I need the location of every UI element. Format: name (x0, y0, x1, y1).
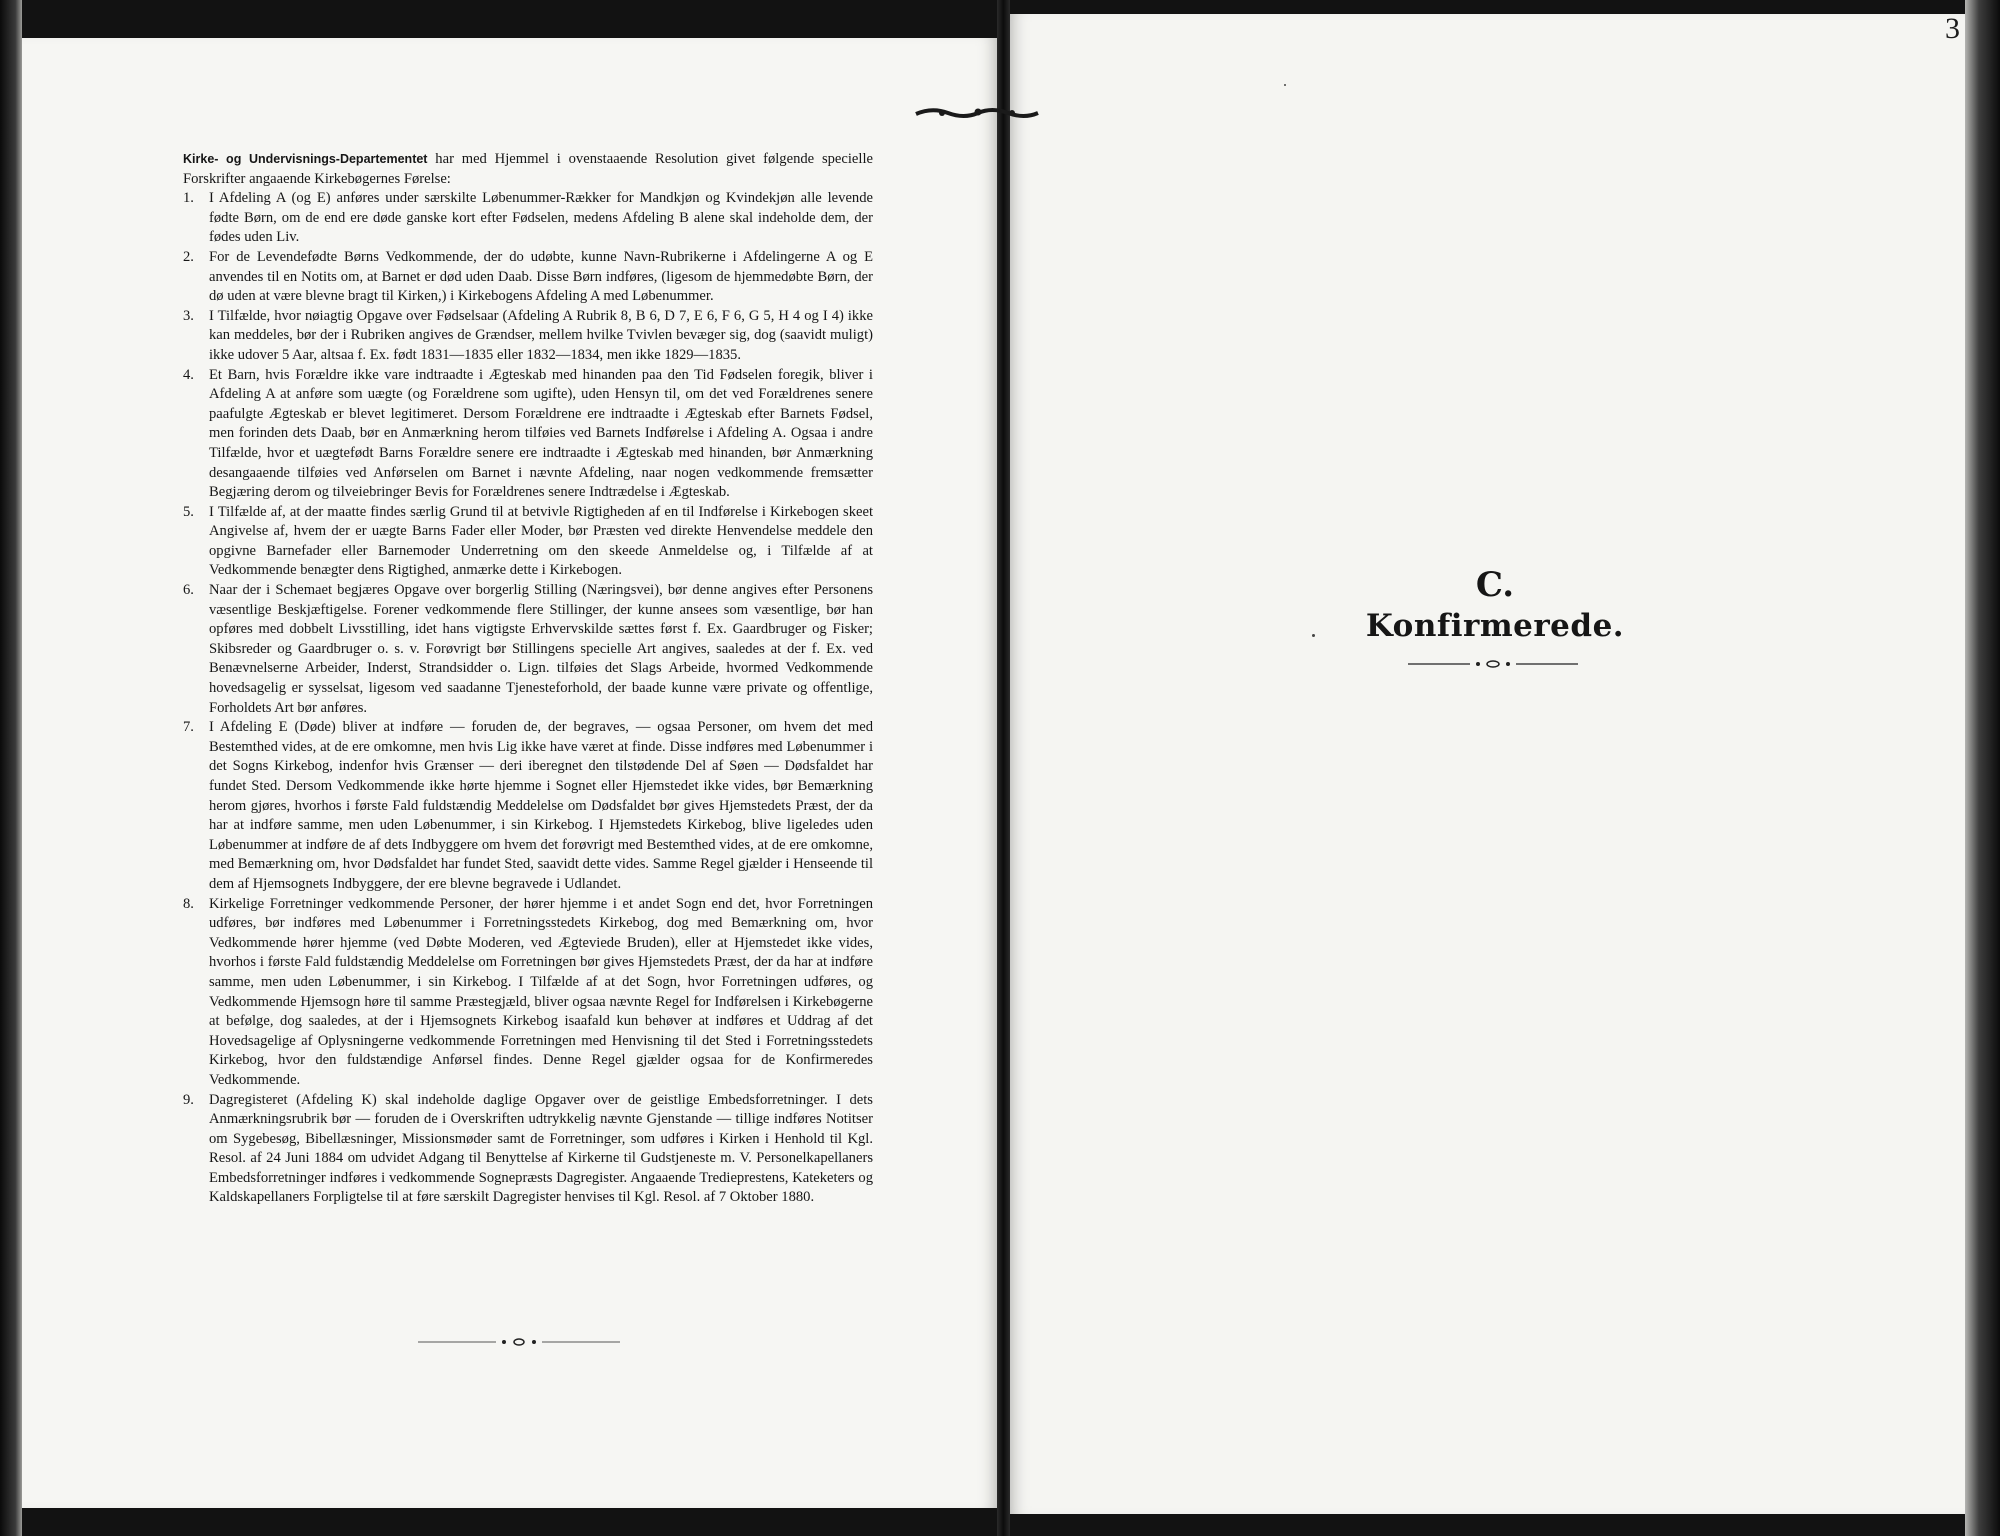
rule-text: I Tilfælde, hvor nøiagtig Opgave over Fødselsaar (Afdeling A Rubrik 8, B 6, D 7, E 6, F 6, G 5, H 4 og I 4) ikke kan meddeles, bør der i Rubriken angives de Grændser, mellem hvilke Tvivlen bevæger sig, dog (saavidt muligt) ikke udover 5 Aar, altsaa f. Ex. født 1831—1835 eller 1832—1834, men ikke 1829—1835. (209, 307, 873, 363)
rule-number: 4. (183, 366, 194, 383)
rule-item-7 (183, 718, 873, 894)
rule-item-6 (183, 581, 873, 718)
rule-number: 1. (183, 190, 194, 207)
right-book-edge (1965, 0, 2000, 1536)
intro-paragraph (183, 150, 873, 189)
rule-number: 2. (183, 248, 194, 265)
rule-item-8 (183, 895, 873, 1091)
rule-item-2 (183, 248, 873, 307)
rule-item-9 (183, 1091, 873, 1209)
rule-text: I Tilfælde af, at der maatte findes særlig Grund til at betvivle Rigtigheden af en til Indførelse i Kirkebogen skeet Angivelse af, hvem der er uægte Barns Fader eller Moder, bør Præsten ved direkte Henvendelse meddele den opgivne Barnefader eller Barnemoder Underretning om den skeede Anmeldelse og, i Tilfælde af at Vedkommende benægter dens Rigtighed, anmærke dette i Kirkebogen. (209, 503, 873, 579)
rule-text: Et Barn, hvis Forældre ikke vare indtraadte i Ægteskab med hinanden paa den Tid Fødselen foregik, bliver i Afdeling A at anføre som uægte (og Forældrene som ugifte), uden Hensyn til, om det ved Forældrenes senere paafulgte Ægteskab er blevet legitimeret. Dersom Forældrene ere indtraadte i Ægteskab efter Barnets Fødsel, men forinden dets Daab, bør en Anmærkning herom tilføies ved Barnets Indførelse i Afdeling A. Ogsaa i andre Tilfælde, hvor et uægtefødt Barns Forældre senere ere indtraadte i Ægteskab med hinanden, bør Anmærkning desangaaende tilføies ved Anførselen om Barnet i nævnte Afdeling, naar nogen vedkommende fremsætter Begjæring derom og tilveiebringer Bevis for Forældrenes senere Indtrædelse i Ægteskab. (209, 366, 873, 501)
rule-number: 3. (183, 307, 194, 324)
rule-number: 5. (183, 503, 194, 520)
rule-text: I Afdeling A (og E) anføres under særskilte Løbenummer-Rækker for Mandkjøn og Kvindekjøn alle levende fødte Børn, om de end ere døde ganske kort efter Fødselen, medens Afdeling B alene skal indeholde dem, der fødes uden Liv. (209, 190, 873, 246)
section-title: Konfirmerede. (1365, 608, 1625, 644)
rule-number: 7. (183, 719, 194, 736)
intro-text: har med Hjemmel i ovenstaaende Resolution givet følgende specielle Forskrifter angaaende Kirkebøgernes Førelse: (183, 151, 873, 187)
top-ornament (912, 106, 1042, 120)
rule-number: 8. (183, 895, 194, 912)
regulations-text (183, 150, 873, 1208)
right-page (1010, 14, 1965, 1514)
rule-text: I Afdeling E (Døde) bliver at indføre — foruden de, der begraves, — ogsaa Personer, om hvem det med Bestemthed vides, at de ere omkomne, men hvis Lig ikke have været at finde. Disse indføres med Løbenummer i det Sogns Kirkebog, indenfor hvis Grænser — deri iberegnet den tilstødende Del af Søen — Dødsfaldet har fundet Sted. Dersom Vedkommende ikke hørte hjemme i Sognet eller Hjemstedet ikke vides, bør Bemærkning herom gjøres, hvorhos i første Fald fuldstændig Meddelelse om Dødsfaldet bør gives Hjemstedets Præst, der da har at indføre samme, men uden Løbenummer, i sin Kirkebog. I Hjemstedets Kirkebog, blive ligeledes uden Løbenummer at indføre de af dets Indbyggere om hvem det forøvrigt med Bestemthed vides, at de ere omkomne, med Bemærkning om, hvor Dødsfaldet har fundet Sted, saavidt dette vides. Samme Regel gjælder i Henseende til dem af Hjemsognets Indbyggere, der ere blevne begravede i Udlandet. (209, 719, 873, 892)
paper-speck (1312, 634, 1315, 637)
rule-text: Dagregisteret (Afdeling K) skal indeholde daglige Opgaver over de geistlige Embedsforretninger. I dets Anmærkningsrubrik bør — foruden de i Overskriften udtrykkelig nævnte Gjenstande — tillige indføres Notitser om Sygebesøg, Bibellæsninger, Missionsmøder samt de Forretninger, som udføres i Kirken i Henhold til Kgl. Resol. af 24 Juni 1884 om udvidet Adgang til Benyttelse af Kirkerne til Gudstjeneste m. V. Personelkapellaners Embedsforretninger indføres i vedkommende Sognepræsts Dagregister. Angaaende Tredieprestens, Kateketers og Kaldskapellaners Forpligtelse til at føre særskilt Dagregister henvises til Kgl. Resol. af 7 Oktober 1880. (209, 1091, 873, 1206)
book-gutter (997, 0, 1010, 1536)
department-name: Kirke- og Undervisnings-Departementet (183, 152, 428, 166)
rule-item-5 (183, 503, 873, 581)
rule-item-3 (183, 307, 873, 366)
section-divider-ornament (1408, 659, 1578, 669)
rule-text: For de Levendefødte Børns Vedkommende, der do udøbte, kunne Navn-Rubrikerne i Afdelingerne A og E anvendes til en Notits om, at Barnet er død uden Daab. Disse Børn indføres, (ligesom de hjemmedøbte Børn, der dø uden at være blevne bragt til Kirken,) i Kirkebogens Afdeling A med Løbenummer. (209, 248, 873, 305)
paper-speck (1284, 84, 1286, 86)
rule-text: Kirkelige Forretninger vedkommende Personer, der hører hjemme i et andet Sogn end det, hvor Forretningen udføres, bør indføres med Løbenummer i Forretningsstedets Kirkebog, dog med Bemærkning om, hvor Vedkommende hører hjemme (ved Døbte Moderen, ved Ægteviede Bruden), eller at Hjemstedet ikke vides, hvorhos i første Fald fuldstændig Meddelelse om Forretningen bør gives Hjemstedets Præst, der da har at indføre samme, men uden Løbenummer, i sin Kirkebog. I Tilfælde af at det Sogn, hvor Forretningen udføres, og Vedkommende Hjemsogn høre til samme Præstegjæld, bliver ogsaa nævnte Regel for Indførelsen i Kirkebøgerne at befølge, dog saaledes, at der i Hjemsognets Kirkebog isaafald kun behøver at indføres et Uddrag af det Hovedsagelige af Oplysningerne vedkommende Forretningen med Henvisning til det Sted i Forretningsstedets Kirkebog, hvor den fuldstændige Anførsel findes. Denne Regel gjælder ogsaa for de Konfirmeredes Vedkommende. (209, 895, 873, 1088)
page-number: 3 (1945, 12, 1960, 45)
rule-number: 9. (183, 1091, 194, 1108)
left-book-edge (0, 0, 22, 1536)
rule-item-4 (183, 366, 873, 503)
rule-number: 6. (183, 582, 194, 599)
section-letter: C. (1475, 565, 1515, 605)
bottom-divider-ornament (418, 1336, 620, 1348)
rule-text: Naar der i Schemaet begjæres Opgave over borgerlig Stilling (Næringsvei), bør denne angives efter Personens væsentlige Beskjæftigelse. Forener vedkommende flere Stillinger, der kunne ansees som væsentlige, bør han opføres med dobbelt Livsstilling, idet hans vigtigste Erhvervskilde sættes først f. Ex. Gaardbruger og Fisker; Skibsreder og Gaardbruger o. s. v. Forøvrigt bør Stillingens specielle Art angives, saaledes at der f. Ex. ved Benævnelserne Arbeider, Inderst, Strandsidder o. Lign. tilføies det Slags Arbeide, hvormed Vedkommende hovedsagelig er sysselsat, ligesom ved saadanne Tjenesteforhold, der baade kunne være private og offentlige, Forholdets Art bør anføres. (209, 582, 873, 716)
rule-item-1 (183, 189, 873, 248)
